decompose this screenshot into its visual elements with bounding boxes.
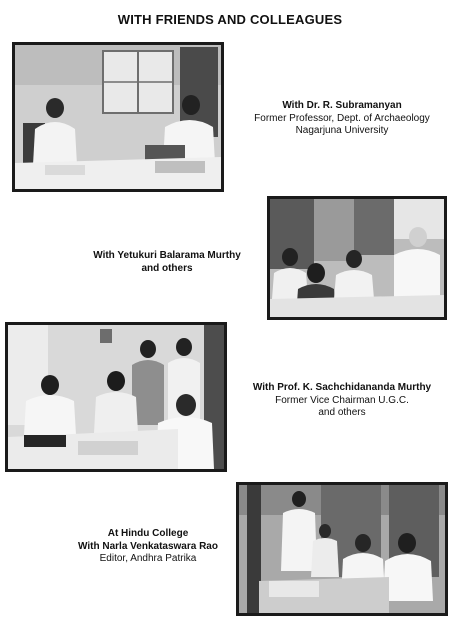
- page-title: WITH FRIENDS AND COLLEAGUES: [117, 12, 343, 27]
- caption-line: With Yetukuri Balarama Murthy: [93, 250, 241, 261]
- photo-subramanyan: [12, 42, 224, 192]
- caption-line: With Narla Venkataswara Rao: [78, 540, 218, 552]
- caption-line: and others: [141, 262, 193, 274]
- caption-sachchidananda-murthy: [232, 382, 452, 420]
- caption-line: Former Vice Chairman U.G.C.: [275, 394, 409, 406]
- caption-hindu-college: [66, 528, 230, 566]
- photo-hindu-college: [236, 482, 448, 616]
- photo-balarama-murthy: [267, 196, 447, 320]
- caption-line: With Prof. K. Sachchidananda Murthy: [252, 382, 432, 393]
- caption-subramanyan: [232, 100, 452, 138]
- caption-line: and others: [318, 407, 366, 418]
- caption-line: Nagarjuna University: [295, 125, 389, 136]
- caption-line: With Dr. R. Subramanyan: [282, 100, 402, 111]
- caption-line: Editor, Andhra Patrika: [99, 553, 197, 564]
- photo-sachchidananda-murthy: [5, 322, 227, 472]
- caption-line: At Hindu College: [107, 528, 189, 539]
- caption-balarama-murthy: [70, 250, 264, 275]
- caption-line: Former Professor, Dept. of Archaeology: [254, 112, 430, 124]
